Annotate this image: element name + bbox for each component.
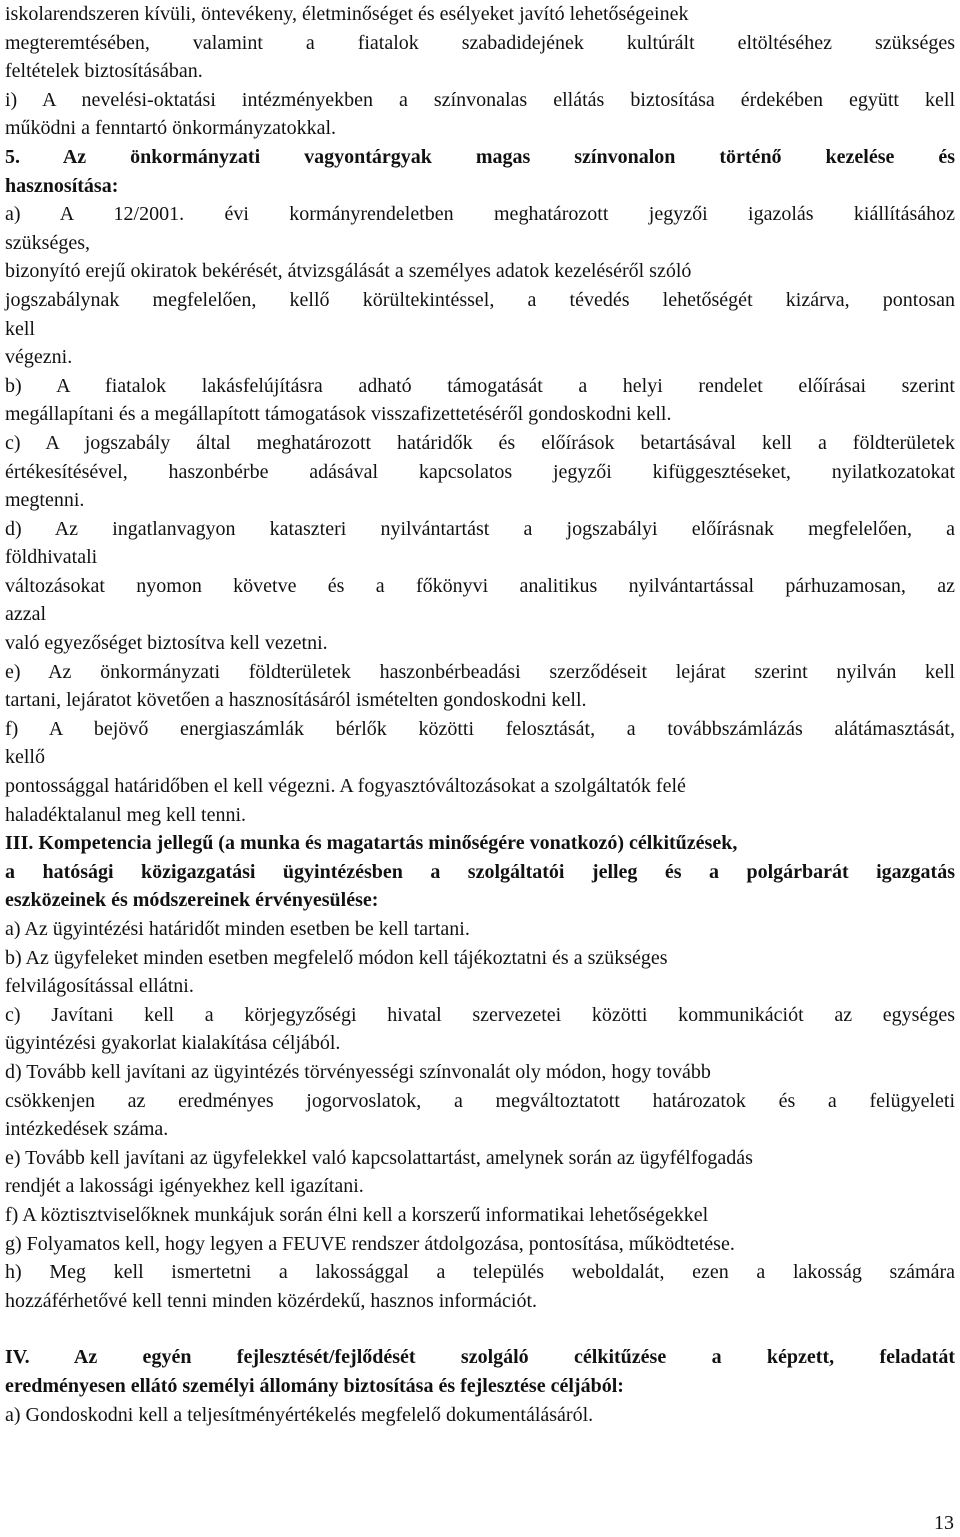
text-line: végezni. xyxy=(5,346,73,369)
text-line: rendjét a lakossági igényekhez kell igazítani. xyxy=(5,1175,364,1198)
text-line: e) Az önkormányzati földterületek haszonbérbeadási szerződéseit lejárat szerint nyilván kell xyxy=(5,660,955,683)
text-line: bizonyító erejű okiratok bekérését, átvizsgálását a személyes adatok kezeléséről szóló xyxy=(5,260,692,283)
text-line: való egyezőséget biztosítva kell vezetni. xyxy=(5,632,328,655)
document-page xyxy=(5,0,955,1429)
text-line: intézkedések száma. xyxy=(5,1118,169,1141)
text-line: szükséges, xyxy=(5,231,90,254)
text-line: hozzáférhetővé kell tenni minden közérdekű, hasznos információt. xyxy=(5,1289,538,1312)
text-line: pontossággal határidőben el kell végezni. A fogyasztóváltozásokat a szolgáltatók felé xyxy=(5,775,686,798)
text-line: b) A fiatalok lakásfelújításra adható támogatását a helyi rendelet előírásai szerint xyxy=(5,374,955,397)
text-line: csökkenjen az eredményes jogorvoslatok, a megváltoztatott határozatok és a felügyeleti xyxy=(5,1089,955,1112)
text-line: f) A köztisztviselőknek munkájuk során élni kell a korszerű informatikai lehetőségekkel xyxy=(5,1203,709,1226)
text-line: III. Kompetencia jellegű (a munka és magatartás minőségére vonatkozó) célkitűzések, xyxy=(5,832,738,855)
text-line: azzal xyxy=(5,603,47,626)
text-line: 5. Az önkormányzati vagyontárgyak magas színvonalon történő kezelése és xyxy=(5,145,955,168)
text-line: c) A jogszabály által meghatározott határidők és előírások betartásával kell a földterületek xyxy=(5,431,955,454)
text-line: d) Tovább kell javítani az ügyintézés törvényességi színvonalát oly módon, hogy tovább xyxy=(5,1060,711,1083)
text-line: megtenni. xyxy=(5,489,85,512)
blank-line xyxy=(5,1315,955,1343)
text-line: kellő xyxy=(5,746,45,769)
text-line: f) A bejövő energiaszámlák bérlők közötti felosztását, a továbbszámlázás alátámasztását, xyxy=(5,717,955,740)
text-line: a) A 12/2001. évi kormányrendeletben meghatározott jegyzői igazolás kiállításához xyxy=(5,203,955,226)
text-line: felvilágosítással ellátni. xyxy=(5,975,194,998)
text-line: tartani, lejáratot követően a hasznosításáról ismételten gondoskodni kell. xyxy=(5,689,587,712)
text-line: feltételek biztosításában. xyxy=(5,60,203,83)
text-line: iskolarendszeren kívüli, öntevékeny, életminőséget és esélyeket javító lehetőségeinek xyxy=(5,3,689,25)
text-line: g) Folyamatos kell, hogy legyen a FEUVE rendszer átdolgozása, pontosítása, működtetése. xyxy=(5,1232,735,1255)
text-line: e) Tovább kell javítani az ügyfelekkel való kapcsolattartást, amelynek során az ügyfélfogadás xyxy=(5,1146,753,1169)
text-line: a) Az ügyintézési határidőt minden esetben be kell tartani. xyxy=(5,918,470,940)
page-number: 13 xyxy=(934,1512,954,1534)
text-line: működni a fenntartó önkormányzatokkal. xyxy=(5,117,337,140)
text-line: megállapítani és a megállapított támogatások visszafizettetéséről gondoskodni kell. xyxy=(5,403,672,426)
text-line: változásokat nyomon követve és a főkönyvi analitikus nyilvántartással párhuzamosan, az xyxy=(5,574,955,597)
text-line: értékesítésével, haszonbérbe adásával kapcsolatos jegyzői kifüggesztéseket, nyilatkozatokat xyxy=(5,460,955,483)
text-line: eszközeinek és módszereinek érvényesülése: xyxy=(5,889,379,912)
text-line: i) A nevelési-oktatási intézményekben a színvonalas ellátás biztosítása érdekében együtt kell xyxy=(5,88,955,111)
text-line: megteremtésében, valamint a fiatalok szabadidejének kultúrált eltöltéséhez szükséges xyxy=(5,31,955,54)
text-line: b) Az ügyfeleket minden esetben megfelelő módon kell tájékoztatni és a szükséges xyxy=(5,946,668,969)
text-line: IV. Az egyén fejlesztését/fejlődését szolgáló célkitűzése a képzett, feladatát xyxy=(5,1346,955,1369)
text-line: hasznosítása: xyxy=(5,174,119,197)
text-line: földhivatali xyxy=(5,546,98,569)
text-line: kell xyxy=(5,317,35,340)
text-line: jogszabálynak megfelelően, kellő körültekintéssel, a tévedés lehetőségét kizárva, pontosan xyxy=(5,288,955,311)
text-line: ügyintézési gyakorlat kialakítása céljából. xyxy=(5,1032,341,1055)
text-line: a hatósági közigazgatási ügyintézésben a szolgáltatói jelleg és a polgárbarát igazgatás xyxy=(5,860,955,883)
text-line: eredményesen ellátó személyi állomány biztosítása és fejlesztése céljából: xyxy=(5,1374,624,1397)
text-line: h) Meg kell ismertetni a lakossággal a település weboldalát, ezen a lakosság számára xyxy=(5,1261,955,1284)
text-line: a) Gondoskodni kell a teljesítményértékelés megfelelő dokumentálásáról. xyxy=(5,1403,594,1426)
text-line: haladéktalanul meg kell tenni. xyxy=(5,803,247,826)
text-line: d) Az ingatlanvagyon kataszteri nyilvántartást a jogszabályi előírásnak megfelelően, a xyxy=(5,517,955,540)
text-line: c) Javítani kell a körjegyzőségi hivatal szervezetei közötti kommunikációt az egységes xyxy=(5,1003,955,1026)
